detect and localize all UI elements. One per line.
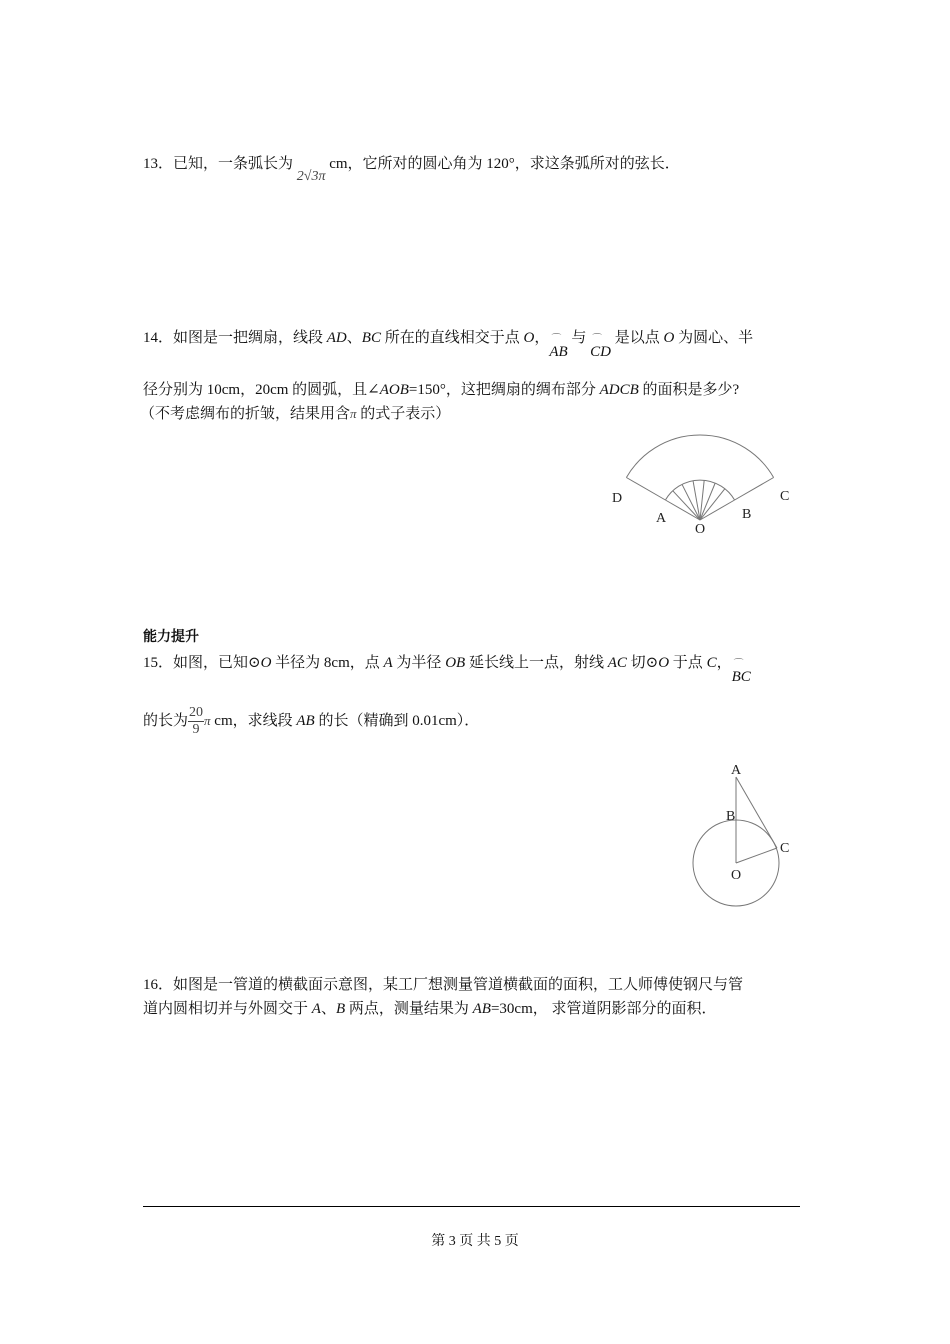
label-a: A (731, 763, 742, 778)
q14-line3: （不考虑绸布的折皱，结果用含π 的式子表示） (140, 406, 451, 422)
arc-cd (626, 435, 773, 477)
radius-oc (736, 848, 777, 863)
label-a: A (656, 511, 667, 526)
label-c: C (780, 841, 790, 856)
q14-line1: 14．如图是一把绸扇，线段 AD、BC 所在的直线相交于点 O，⌒ AB 与 ⌒ CD 是以点 O 为圆心、半 (143, 328, 753, 348)
q16-line2: 道内圆相切并与外圆交于 A、B 两点，测量结果为 AB=30cm， 求管道阴影部分的面积． (143, 1001, 717, 1017)
arc-cd-symbol: ⌒ CD (590, 342, 611, 362)
label-o: O (695, 522, 706, 537)
label-o: O (731, 868, 742, 883)
label-d: D (612, 491, 623, 506)
segment-cb (735, 478, 774, 501)
footer-divider (143, 1206, 800, 1207)
arc-ab-symbol: ⌒ AB (549, 342, 567, 362)
label-b: B (726, 809, 736, 824)
page-number: 第 3 页 共 5 页 (431, 1234, 519, 1249)
section-title: 能力提升 (143, 629, 199, 645)
q13-text: 13．已知，一条弧长为 2√3π cm，它所对的圆心角为 120°，求这条弧所对的弦长． (143, 156, 680, 184)
segment-da (626, 478, 665, 501)
q16-line1: 16．如图是一管道的横截面示意图，某工厂想测量管道横截面的面积，工人师傅使钢尺与管 (143, 977, 744, 993)
q15-line1: 15．如图，已知⊙O 半径为 8cm，点 A 为半径 OB 延长线上一点，射线 AC 切⊙O 于点 C，⌒ BC (143, 653, 751, 673)
q14-line2: 径分别为 10cm，20cm 的圆弧，且∠AOB=150°，这把绸扇的绸布部分 ADCB 的面积是多少? (143, 382, 740, 398)
fan-ribs (665, 480, 734, 520)
arc-bc-symbol: ⌒ BC (732, 667, 751, 687)
label-b: B (742, 507, 752, 522)
q13-arc-length: 2√3π (296, 169, 326, 184)
fan-figure (600, 425, 810, 540)
q15-line2: 的长为 $\frac{20}{9}$ π cm，求线段 AB 的长（精确到 0.01cm）． (143, 705, 480, 737)
fraction-20-9: $\frac{20}{9}$ (189, 705, 204, 737)
tangent-ac (736, 777, 777, 848)
label-c: C (780, 489, 790, 504)
tangent-circle-figure (685, 755, 800, 915)
